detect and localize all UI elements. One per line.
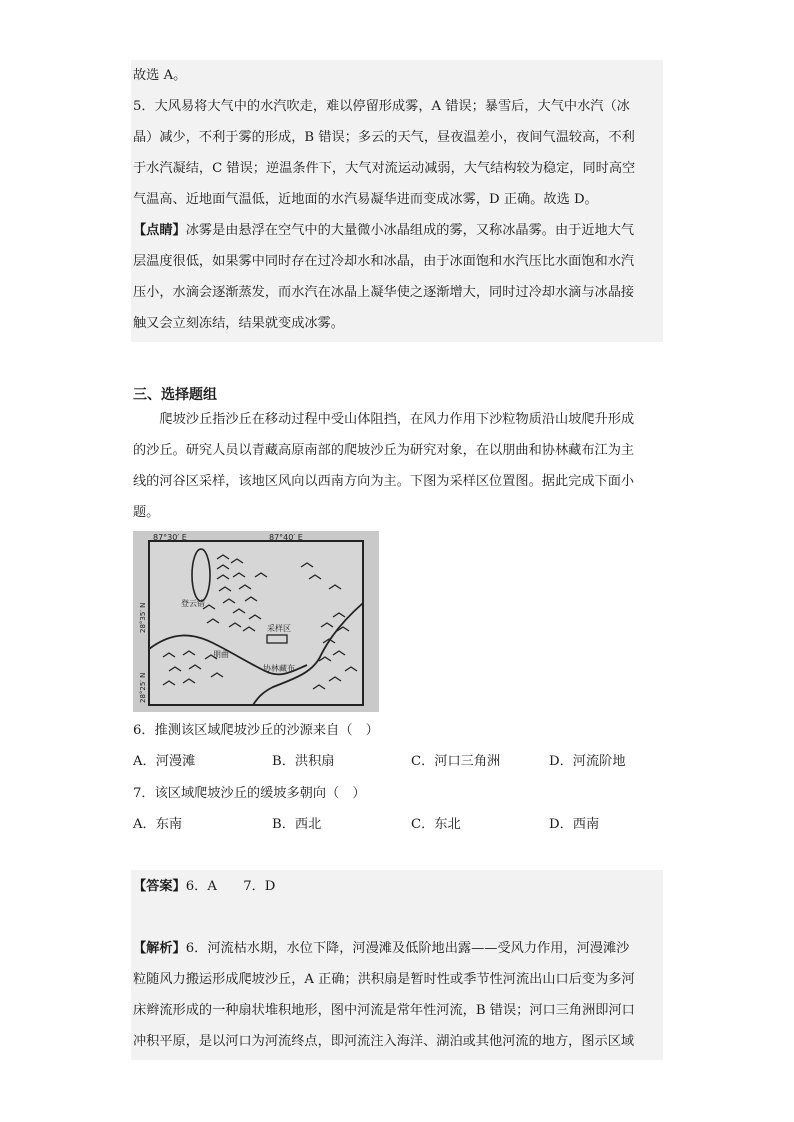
analysis-text: 6．河流枯水期，水位下降，河漫滩及低阶地出露——受风力作用，河漫滩沙: [185, 941, 630, 956]
intro-line: 线的河谷区采样，该地区风向以西南方向为主。下图为采样区位置图。据此完成下面小: [133, 474, 635, 489]
tip-line: [133, 215, 659, 246]
lat-lower-label: 28°25′ N: [139, 672, 147, 703]
intro-passage: [133, 404, 659, 528]
explanation-line: 气温高、近地面气温低，近地面的水汽易凝华进而变成冰雾，D 正确。故选 D。: [133, 192, 598, 207]
lon-right-label: 87°40′ E: [269, 533, 303, 542]
explanation-line: 于水汽凝结，C 错误；逆温条件下，大气对流运动减弱，大气结构较为稳定，同时高空: [133, 161, 636, 176]
question-6-options: [133, 746, 659, 777]
lat-upper-label: 28°35′ N: [139, 602, 147, 633]
q7-option-c[interactable]: C．东北: [411, 817, 461, 832]
map-svg: [133, 531, 379, 712]
q7-option-b[interactable]: B．西北: [272, 817, 322, 832]
question-7-options: [133, 809, 659, 840]
tip-text: 冰雾是由悬浮在空气中的大量微小冰晶组成的雾，又称冰晶雾。由于近地大气: [185, 223, 635, 238]
lon-left-label: 87°30′ E: [153, 533, 187, 542]
river-pengqu-label: 朋曲: [213, 650, 229, 659]
analysis-tag: 【解析】: [133, 941, 186, 956]
explanation-block: [133, 60, 659, 339]
answer-tag: 【答案】: [133, 879, 186, 894]
answer-text: 6．A 7．D: [185, 879, 276, 894]
tip-line: 触又会立刻冻结，结果就变成冰雾。: [133, 316, 344, 331]
tip-line: 层温度很低，如果雾中同时存在过冷却水和冰晶，由于冰面饱和水汽压比水面饱和水汽: [133, 254, 635, 269]
q7-option-d[interactable]: D．西南: [549, 817, 600, 832]
river-xielin-label: 协林藏布: [263, 664, 295, 673]
explanation-line: 5．大风易将大气中的水汽吹走，难以停留形成雾，A 错误；暴雪后，大气中水汽（冰: [133, 99, 630, 114]
question-7-stem: 7．该区域爬坡沙丘的缓坡多朝向（ ）: [133, 786, 366, 801]
q6-option-b[interactable]: B．洪积扇: [272, 754, 335, 769]
q7-option-a[interactable]: A．东南: [133, 817, 183, 832]
section-heading: 三、选择题组: [133, 387, 217, 403]
intro-line: 题。: [133, 505, 160, 520]
intro-line: 的沙丘。研究人员以青藏高原南部的爬坡沙丘为研究对象，在以朋曲和协林藏布江为主: [133, 443, 635, 458]
lake-label: 登云错: [181, 599, 205, 608]
explanation-line: 晶）减少，不利于雾的形成，B 错误；多云的天气，昼夜温差小，夜间气温较高，不利: [133, 130, 635, 145]
sample-area-label: 采样区: [267, 624, 291, 633]
analysis-line: [133, 933, 659, 964]
q6-option-a[interactable]: A．河漫滩: [133, 754, 196, 769]
q6-option-c[interactable]: C．河口三角洲: [411, 754, 501, 769]
q6-option-d[interactable]: D．河流阶地: [549, 754, 626, 769]
analysis-line: 粒随风力搬运形成爬坡沙丘，A 正确；洪积扇是暂时性或季节性河流出山口后变为多河: [133, 972, 635, 987]
analysis-block: [133, 933, 659, 1057]
tip-tag: 【点睛】: [133, 223, 186, 238]
analysis-line: 床辫流形成的一种扇状堆积地形，图中河流是常年性河流，B 错误；河口三角洲即河口: [133, 1003, 635, 1018]
question-6-stem: 6．推测该区域爬坡沙丘的沙源来自（ ）: [133, 723, 379, 738]
tip-line: 压小，水滴会逐渐蒸发，而水汽在冰晶上凝华使之逐渐增大，同时过冷却水滴与冰晶接: [133, 285, 635, 300]
intro-line: 爬坡沙丘指沙丘在移动过程中受山体阻挡，在风力作用下沙粒物质沿山坡爬升形成: [159, 412, 635, 427]
explanation-line: 故选 A。: [133, 68, 187, 83]
answer-line: [133, 871, 659, 902]
sampling-area-map: [133, 531, 379, 712]
analysis-line: 冲积平原，是以河口为河流终点，即河流注入海洋、湖泊或其他河流的地方，图示区域: [133, 1034, 635, 1049]
